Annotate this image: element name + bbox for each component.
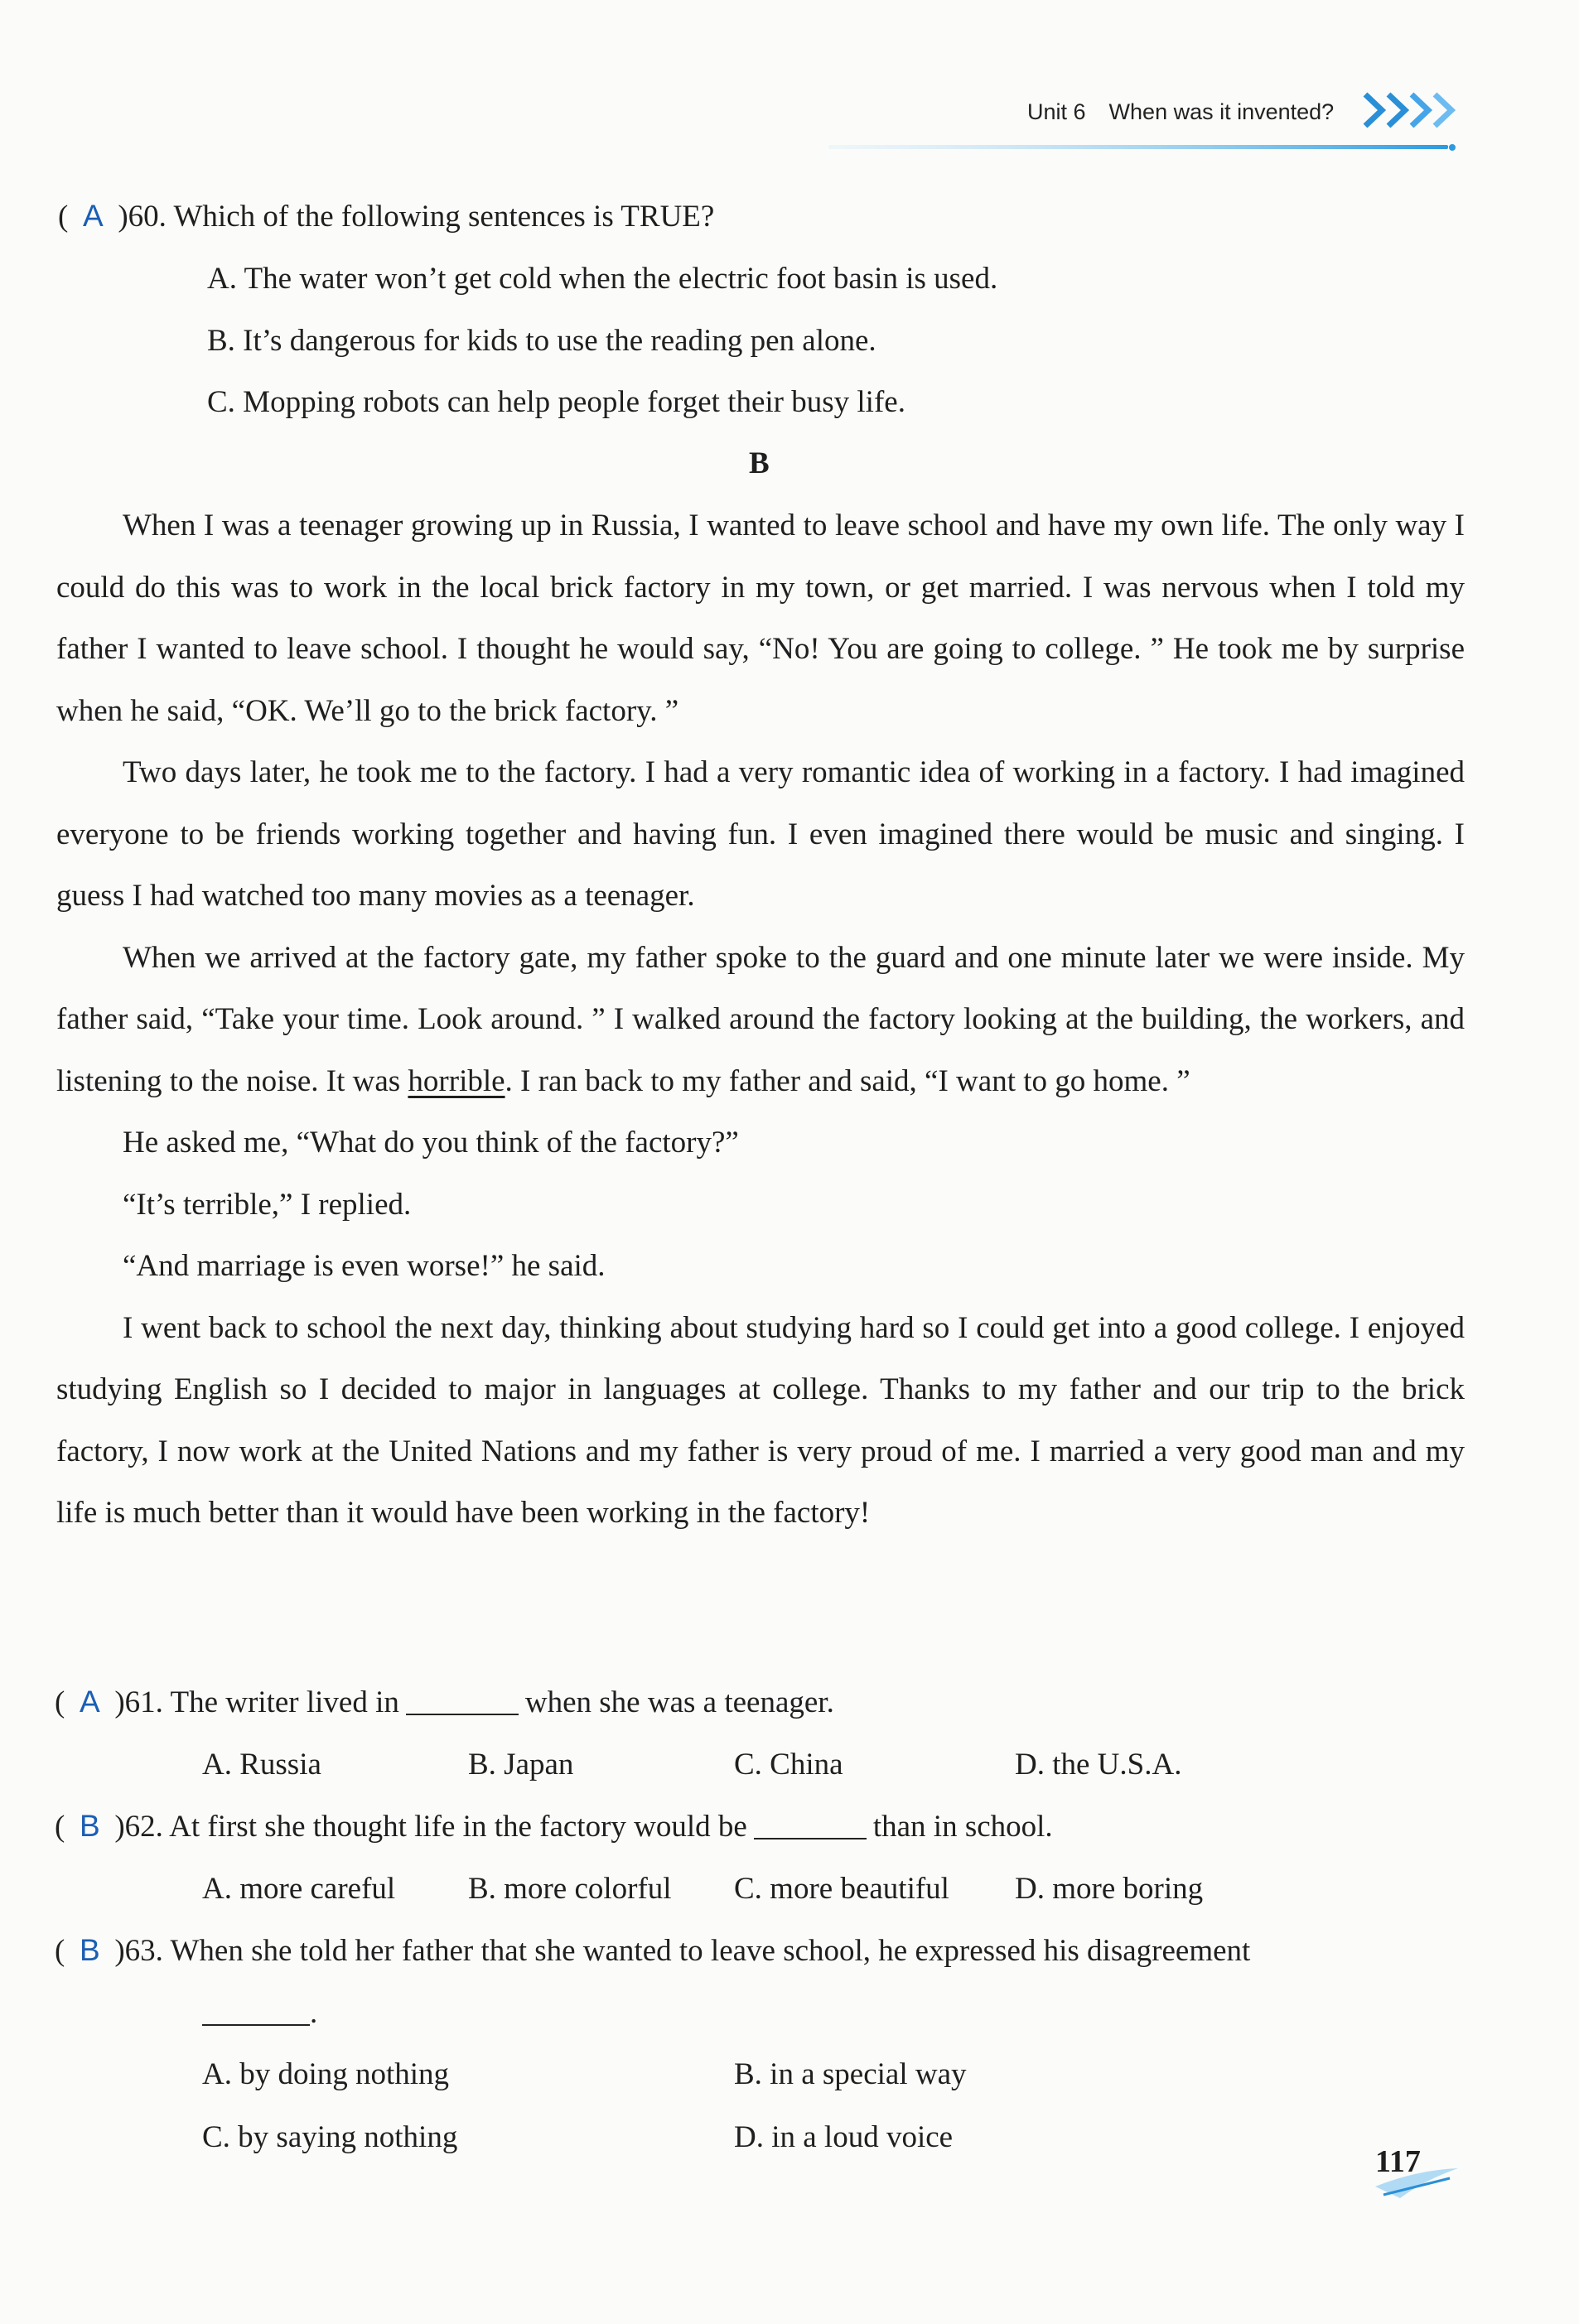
option-d: D. more boring <box>1015 1872 1204 1906</box>
option-b: B. Japan <box>468 1748 574 1782</box>
answer-blank <box>406 1714 519 1715</box>
question-stem: The writer lived in <box>170 1685 399 1719</box>
option-a: A. more careful <box>202 1872 396 1906</box>
option-a: A. The water won’t get cold when the electric foot basin is used. <box>207 262 998 296</box>
question-number: 63. <box>124 1934 163 1968</box>
option-c: C. more beautiful <box>734 1872 949 1906</box>
paragraph: Two days later, he took me to the factory. I had a very romantic idea of working in a factory. I had imagined everyone to be friends working together and having fun. I even imagined there would be music and singing. I guess I had watched too many movies as a teenager. <box>56 755 1465 913</box>
paragraph-text: When we arrived at the factory gate, my father spoke to the guard and one minute later we were inside. My father said, “Take your time. Look around. ” I walked around the factory looking at the building, the workers, and listening to the noise. It was <box>56 940 1465 1098</box>
paragraph: He asked me, “What do you think of the factory?” <box>123 1126 739 1160</box>
answer-blank <box>202 2024 310 2026</box>
question-stem: At first she thought life in the factory would be <box>169 1810 747 1844</box>
paragraph: When I was a teenager growing up in Russia, I wanted to leave school and have my own life. The only way I could do this was to work in the local brick factory in my town, or get married. I was nervous when I told my father I wanted to leave school. I thought he would say, “No! You are going to college. ” He took me by surprise when he said, “OK. We’ll go to the brick factory. ” <box>56 509 1465 728</box>
answer-63: B <box>79 1933 100 1967</box>
question-stem: When she told her father that she wanted to leave school, he expressed his disagreement <box>170 1934 1251 1968</box>
option-c: C. China <box>734 1748 843 1782</box>
question-number: 62. <box>124 1810 163 1844</box>
question-number: 60. <box>128 200 167 234</box>
unit-label: Unit 6 <box>1027 99 1086 124</box>
underlined-word: horrible <box>408 1063 505 1098</box>
running-header <box>1027 99 1357 125</box>
question-stem: than in school. <box>872 1810 1053 1844</box>
question-stem: when she was a teenager. <box>524 1685 834 1719</box>
option-c: C. Mopping robots can help people forget their busy life. <box>207 385 905 419</box>
header-divider <box>828 144 1458 151</box>
option-b: B. more colorful <box>468 1872 672 1906</box>
option-c: C. by saying nothing <box>202 2120 458 2154</box>
paragraph: “It’s terrible,” I replied. <box>123 1187 412 1222</box>
question-60: ( A )60. Which of the following sentences is TRUE? <box>58 199 715 234</box>
paragraph <box>56 928 1465 1113</box>
question-63-blank-line <box>202 1998 317 2028</box>
paragraph-text: . I ran back to my father and said, “I want to go home. ” <box>505 1063 1190 1098</box>
option-b: B. It’s dangerous for kids to use the reading pen alone. <box>207 324 876 358</box>
option-a: A. Russia <box>202 1748 321 1782</box>
answer-blank <box>754 1838 867 1839</box>
answer-61: A <box>79 1685 100 1719</box>
answer-60: A <box>82 199 104 233</box>
answer-62: B <box>79 1809 100 1843</box>
question-number: 61. <box>124 1685 163 1719</box>
section-heading: B <box>749 446 770 480</box>
question-stem: Which of the following sentences is TRUE? <box>173 200 715 234</box>
question-63: ( B )63. When she told her father that she wanted to leave school, he expressed his disagreement <box>55 1933 1251 1968</box>
page-number: 117 <box>1375 2144 1421 2179</box>
option-d: D. in a loud voice <box>734 2120 954 2154</box>
chevron-right-icon <box>1359 89 1466 131</box>
question-61: ( A )61. The writer lived in when she was a teenager. <box>55 1685 834 1719</box>
question-stem: . <box>310 1996 318 2030</box>
unit-title: When was it invented? <box>1108 99 1335 124</box>
passage <box>56 495 1465 1545</box>
option-a: A. by doing nothing <box>202 2057 450 2091</box>
question-62: ( B )62. At first she thought life in the factory would be than in school. <box>55 1809 1053 1844</box>
paragraph: I went back to school the next day, thinking about studying hard so I could get into a good college. I enjoyed studying English so I decided to major in languages at college. Thanks to my father and our trip to the brick factory, I now work at the United Nations and my father is very proud of me. I married a very good man and my life is much better than it would have been working in the factory! <box>56 1310 1465 1530</box>
paragraph: “And marriage is even worse!” he said. <box>123 1249 606 1283</box>
option-b: B. in a special way <box>734 2057 967 2091</box>
option-d: D. the U.S.A. <box>1015 1748 1182 1782</box>
